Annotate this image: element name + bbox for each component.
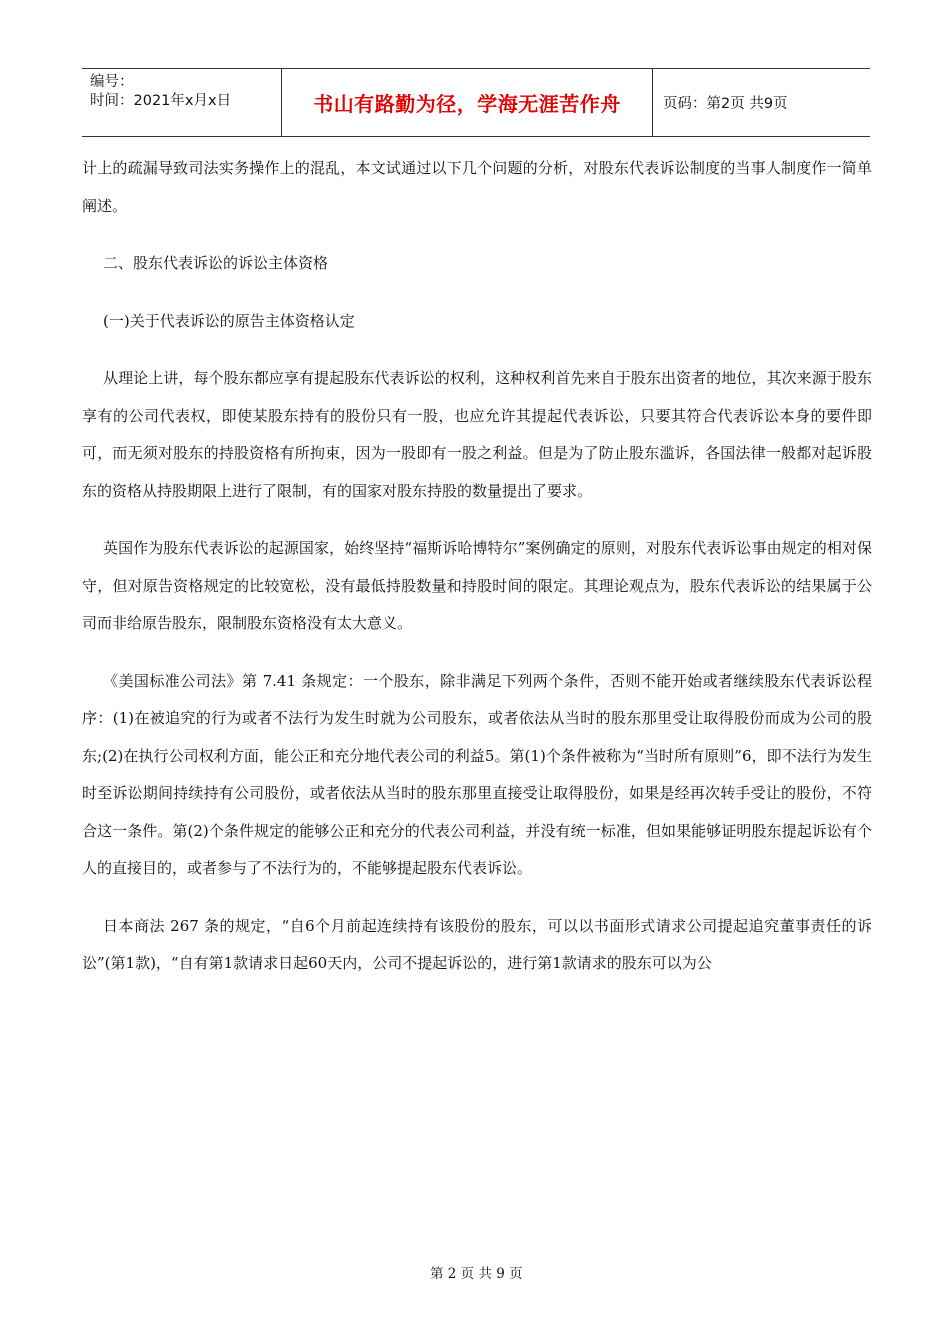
footer-page-number: 第 2 页 共 9 页 xyxy=(430,1266,523,1282)
paragraph: 计上的疏漏导致司法实务操作上的混乱，本文试通过以下几个问题的分析，对股东代表诉讼制度的当事人制度作一简单阐述。 xyxy=(82,159,872,215)
paragraph: 《美国标准公司法》第 7.41 条规定：一个股东，除非满足下列两个条件，否则不能开始或者继续股东代表诉讼程序：(1)在被追究的行为或者不法行为发生时就为公司股东，或者依法从当时的股东那里受让取得股份而成为公司的股东;(2)在执行公司权利方面，能公正和充分地代表公司的利益5。第(1)个条件被称为“当时所有原则”6，即不法行为发生时至诉讼期间持续持有公司股份，或者依法从当时的股东那里直接受让取得股份，如果是经再次转手受让的股份，不符合这一条件。第(2)个条件规定的能够公正和充分的代表公司利益，并没有统一标准，但如果能够证明股东提起诉讼有个人的直接目的，或者参与了不法行为的，不能够提起股东代表诉讼。 xyxy=(82,671,872,877)
header-motto-cell xyxy=(282,69,653,136)
paragraph: 日本商法 267 条的规定，“自6个月前起连续持有该股份的股东，可以以书面形式请求公司提起追究董事责任的诉讼”(第1款)，“自有第1款请求日起60天内，公司不提起诉讼的，进行第1款请求的股东可以为公 xyxy=(82,916,872,972)
document-header xyxy=(82,68,870,137)
section-heading: 二、股东代表诉讼的诉讼主体资格 xyxy=(103,254,329,272)
page-footer xyxy=(0,1262,950,1282)
header-page-cell xyxy=(653,69,870,136)
paragraph: 从理论上讲，每个股东都应享有提起股东代表诉讼的权利，这种权利首先来自于股东出资者的地位，其次来源于股东享有的公司代表权，即使某股东持有的股份只有一股，也应允许其提起代表诉讼，只要其符合代表诉讼本身的要件即可，而无须对股东的持股资格有所拘束，因为一股即有一股之利益。但是为了防止股东滥诉，各国法律一般都对起诉股东的资格从持股期限上进行了限制，有的国家对股东持股的数量提出了要求。 xyxy=(82,369,872,500)
paragraph: 英国作为股东代表诉讼的起源国家，始终坚持“福斯诉哈博特尔”案例确定的原则，对股东代表诉讼事由规定的相对保守，但对原告资格规定的比较宽松，没有最低持股数量和持股时间的限定。其理论观点为，股东代表诉讼的结果属于公司而非给原告股东，限制股东资格没有太大意义。 xyxy=(82,539,872,632)
number-label: 编号： xyxy=(90,74,134,90)
subsection-heading: (一)关于代表诉讼的原告主体资格认定 xyxy=(103,311,355,330)
header-meta xyxy=(82,69,282,136)
time-label: 时间：2021年x月x日 xyxy=(90,93,232,109)
document-body xyxy=(82,150,872,983)
page-label: 页码：第2页 共9页 xyxy=(663,96,788,112)
motto: 书山有路勤为径，学海无涯苦作舟 xyxy=(313,92,621,116)
